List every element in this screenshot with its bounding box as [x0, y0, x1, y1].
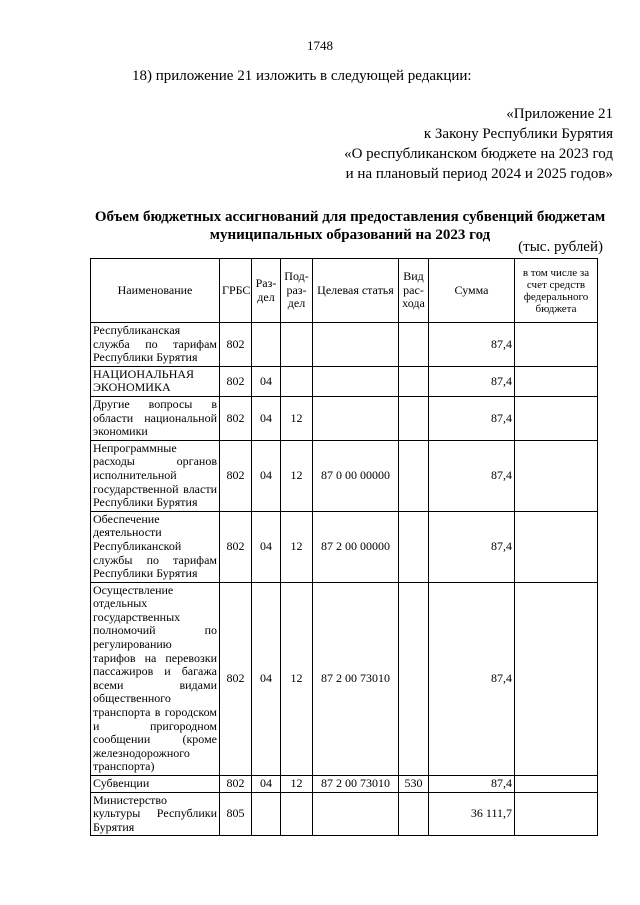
row-name: НАЦИОНАЛЬНАЯ ЭКОНОМИКА	[91, 366, 220, 396]
table-row	[91, 582, 598, 775]
row-vid	[399, 582, 429, 775]
table-row	[91, 323, 598, 367]
row-grbs: 802	[220, 440, 252, 511]
row-podrazdel: 12	[281, 440, 313, 511]
row-vid	[399, 511, 429, 582]
row-vid	[399, 323, 429, 367]
header-target: Целевая статья	[313, 259, 399, 323]
units-label: (тыс. рублей)	[518, 239, 603, 255]
header-razdel: Раз-дел	[252, 259, 281, 323]
row-name: Министерство культуры Республики Бурятия	[91, 792, 220, 836]
row-podrazdel	[281, 366, 313, 396]
row-federal	[515, 511, 598, 582]
row-sum: 87,4	[429, 396, 515, 440]
header-federal: в том числе за счет средств федерального бюджета	[515, 259, 598, 323]
row-razdel: 04	[252, 511, 281, 582]
table-header-row	[91, 259, 598, 323]
row-target	[313, 366, 399, 396]
row-vid: 530	[399, 776, 429, 793]
row-federal	[515, 366, 598, 396]
row-grbs: 802	[220, 776, 252, 793]
row-razdel	[252, 792, 281, 836]
appendix-header	[344, 104, 613, 184]
row-target: 87 2 00 00000	[313, 511, 399, 582]
row-vid	[399, 440, 429, 511]
row-grbs: 802	[220, 511, 252, 582]
row-name: Республиканская служба по тарифам Республики Бурятия	[91, 323, 220, 367]
row-target: 87 0 00 00000	[313, 440, 399, 511]
title-line: Объем бюджетных ассигнований для предоставления субвенций бюджетам	[94, 209, 606, 225]
header-sum: Сумма	[429, 259, 515, 323]
row-federal	[515, 396, 598, 440]
row-razdel	[252, 323, 281, 367]
appendix-line: «О республиканском бюджете на 2023 год	[344, 146, 613, 162]
row-name: Субвенции	[91, 776, 220, 793]
row-podrazdel: 12	[281, 511, 313, 582]
row-sum: 87,4	[429, 366, 515, 396]
row-federal	[515, 323, 598, 367]
amendment-instruction: 18) приложение 21 изложить в следующей редакции:	[132, 68, 472, 84]
row-razdel: 04	[252, 582, 281, 775]
appendix-line: к Закону Республики Бурятия	[423, 126, 613, 142]
row-podrazdel: 12	[281, 776, 313, 793]
header-name: Наименование	[91, 259, 220, 323]
appendix-line: и на плановый период 2024 и 2025 годов»	[345, 166, 613, 182]
row-vid	[399, 396, 429, 440]
appendix-line: «Приложение 21	[506, 106, 613, 122]
budget-table	[90, 258, 598, 836]
row-name: Непрограммные расходы органов исполнительной государственной власти Республики Бурятия	[91, 440, 220, 511]
row-podrazdel: 12	[281, 396, 313, 440]
row-target: 87 2 00 73010	[313, 776, 399, 793]
row-federal	[515, 440, 598, 511]
row-target	[313, 323, 399, 367]
row-grbs: 802	[220, 323, 252, 367]
row-federal	[515, 792, 598, 836]
row-federal	[515, 776, 598, 793]
table-row	[91, 366, 598, 396]
header-grbs: ГРБС	[220, 259, 252, 323]
row-target	[313, 792, 399, 836]
row-vid	[399, 792, 429, 836]
row-name: Другие вопросы в области национальной экономики	[91, 396, 220, 440]
row-sum: 87,4	[429, 582, 515, 775]
row-sum: 87,4	[429, 440, 515, 511]
row-podrazdel: 12	[281, 582, 313, 775]
row-target	[313, 396, 399, 440]
row-grbs: 802	[220, 582, 252, 775]
row-vid	[399, 366, 429, 396]
row-grbs: 802	[220, 366, 252, 396]
row-sum: 87,4	[429, 511, 515, 582]
row-podrazdel	[281, 792, 313, 836]
row-grbs: 805	[220, 792, 252, 836]
row-sum: 87,4	[429, 323, 515, 367]
row-razdel: 04	[252, 396, 281, 440]
row-name: Обеспечение деятельности Республиканской службы по тарифам Республики Бурятия	[91, 511, 220, 582]
row-sum: 36 111,7	[429, 792, 515, 836]
row-target: 87 2 00 73010	[313, 582, 399, 775]
row-federal	[515, 582, 598, 775]
row-razdel: 04	[252, 440, 281, 511]
header-vid: Вид рас-хода	[399, 259, 429, 323]
table-row	[91, 776, 598, 793]
row-name: Осуществление отдельных государственных полномочий по регулированию тарифов на перевозки пассажиров и багажа всеми видами общественного транспорта в городском и пригородном сообщении (кроме железнодорожного транспорта)	[91, 582, 220, 775]
row-razdel: 04	[252, 776, 281, 793]
row-podrazdel	[281, 323, 313, 367]
table-body	[91, 323, 598, 836]
row-razdel: 04	[252, 366, 281, 396]
table-row	[91, 511, 598, 582]
row-sum: 87,4	[429, 776, 515, 793]
title-line: муниципальных образований на 2023 год	[209, 227, 491, 243]
table-row	[91, 440, 598, 511]
table-row	[91, 396, 598, 440]
page-number: 1748	[307, 38, 333, 53]
header-podrazdel: Под-раз-дел	[281, 259, 313, 323]
table-row	[91, 792, 598, 836]
row-grbs: 802	[220, 396, 252, 440]
